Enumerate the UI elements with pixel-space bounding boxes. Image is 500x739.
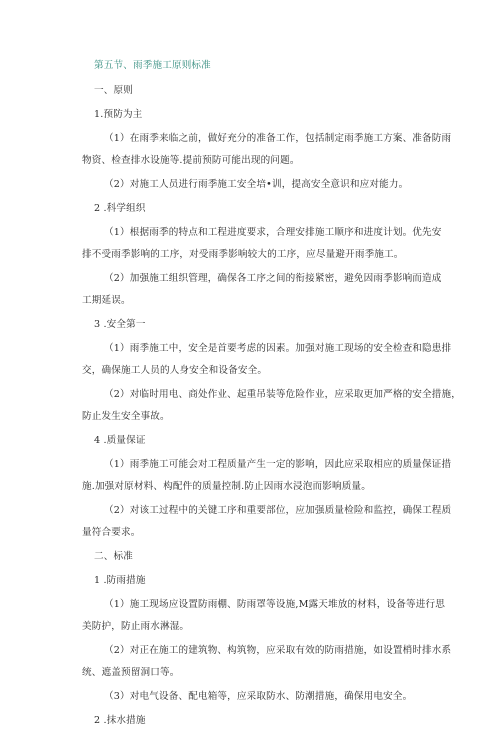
- item-heading-rain-protection: 1 .防雨措施: [94, 575, 146, 586]
- paragraph-line: 排不受雨季影响的工序，对受雨季影响较大的工序，应尽量避开雨季施工。: [82, 249, 404, 260]
- paragraph-line: 量符合要求。: [82, 527, 141, 538]
- paragraph-line: （1）在雨季来临之前，做好充分的准备工作，包括制定雨季施工方案、准备防雨: [104, 133, 452, 144]
- paragraph-line: 工期延误。: [82, 295, 131, 306]
- paragraph-line: （2）加强施工组织管理，确保各工序之间的衔接紧密，避免因雨季影响而造成: [104, 273, 442, 284]
- paragraph: [82, 227, 442, 261]
- paragraph-line: （2）对施工人员进行雨季施工安全培•训，提高安全意识和应对能力。: [104, 179, 409, 190]
- paragraph: [94, 179, 420, 191]
- paragraph: [82, 459, 452, 493]
- paragraph: [82, 505, 452, 539]
- paragraph-line: 防止发生安全事故。: [82, 411, 170, 422]
- paragraph: [82, 273, 442, 307]
- page-title: 第五节、雨季施工原则标准: [94, 60, 211, 71]
- paragraph-line: （1）雨季施工可能会对工程质量产生一定的影响，因此应采取相应的质量保证措: [104, 459, 452, 470]
- paragraph: [82, 645, 452, 679]
- paragraph-line: 物资、检查排水设施等.提前预防可能出现的问题。: [82, 155, 300, 166]
- paragraph-line: 统、遮盖预留洞口等。: [82, 667, 180, 678]
- paragraph-line: （2）对该工过程中的关键工序和重要部位，应加强质量检险和监控，确保工程质: [104, 505, 452, 516]
- item-heading-drainage: 2 .抹水措施: [94, 715, 146, 726]
- section-heading-standards: 二、标准: [94, 551, 133, 562]
- paragraph-line: 美防护，防止雨水淋湿。: [82, 621, 190, 632]
- item-heading-prevention: 1.预防为主: [94, 109, 143, 120]
- paragraph-line: （3）对电气设备、配电箱等，应采取防水、防潮措施，确保用电安全。: [104, 691, 413, 702]
- section-heading-principles: 一、原则: [94, 85, 133, 96]
- paragraph: [94, 691, 420, 703]
- item-heading-safety: 3 .安全第一: [94, 319, 146, 330]
- document-content: [82, 60, 462, 739]
- paragraph-line: （2）对正在施工的建筑物、构筑物，应采取有效的防雨措施，如设置梢时排水系: [104, 645, 452, 656]
- paragraph-line: 施.加强对原材料、构配件的质量控制.防止因雨水浸泡而影响质量。: [82, 481, 371, 492]
- item-heading-organization: 2 .科学组织: [94, 203, 146, 214]
- paragraph: [82, 599, 445, 633]
- paragraph-line: 交，确保施工人员的人身安全和设备安全。: [82, 365, 268, 376]
- item-heading-quality: 4 .质量保证: [94, 435, 146, 446]
- paragraph: [82, 343, 452, 377]
- paragraph-line: （2）对临时用电、商处作业、起重吊装等危险作业，应采取更加严格的安全措施，: [104, 389, 462, 400]
- paragraph-line: （1）雨季施工中，安全是首要考虑的因素。加强对施工现场的安全检查和隐患排: [104, 343, 452, 354]
- paragraph: [82, 133, 452, 167]
- paragraph-line: （1）根据雨季的特点和工程进度要求，合理安排施工顺序和进度计划。优先安: [104, 227, 442, 238]
- paragraph: [82, 389, 462, 423]
- paragraph-line: （1）施工现场应设置防雨棚、防雨罩等设施,M露天堆放的材料，设备等进行思: [104, 599, 445, 610]
